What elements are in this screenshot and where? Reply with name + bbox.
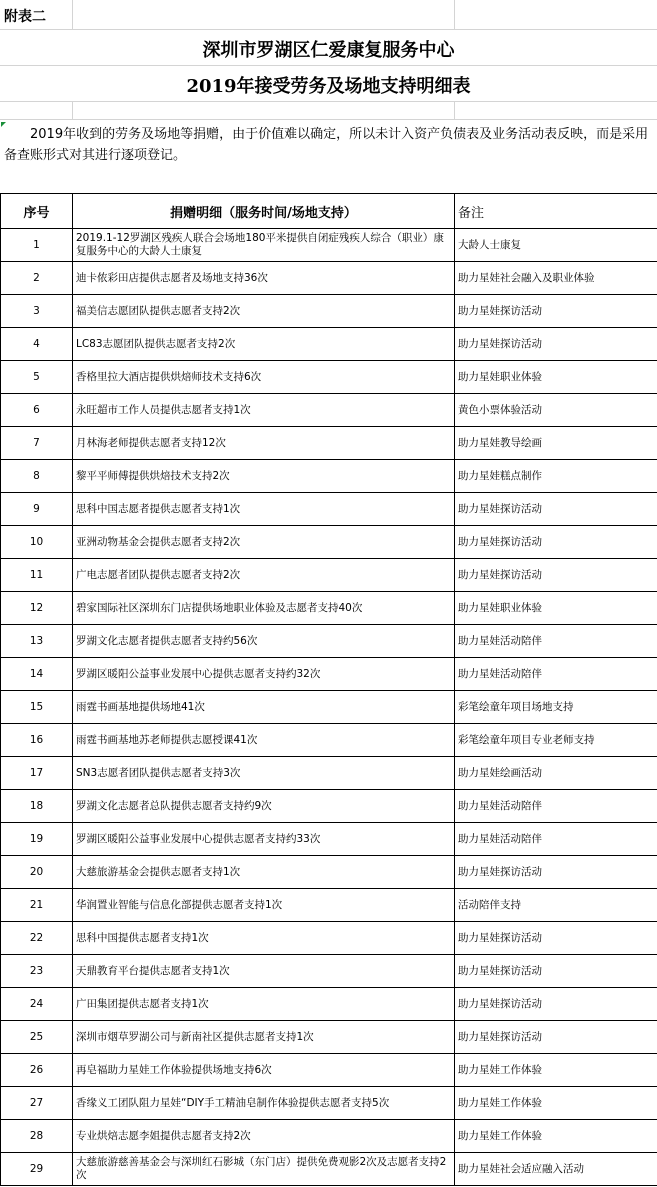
row-serial-number: 8	[1, 460, 73, 493]
row-donation-detail: 深圳市烟草罗湖公司与新南社区提供志愿者支持1次	[73, 1021, 455, 1054]
row-remark: 助力星娃探访活动	[455, 559, 657, 592]
row-donation-detail: 华润置业智能与信息化部提供志愿者支持1次	[73, 889, 455, 922]
row-donation-detail: 碧家国际社区深圳东门店提供场地职业体验及志愿者支持40次	[73, 592, 455, 625]
row-remark: 彩笔绘童年项目专业老师支持	[455, 724, 657, 757]
row-remark: 助力星娃探访活动	[455, 526, 657, 559]
row-serial-number: 19	[1, 823, 73, 856]
table-row	[1, 559, 657, 592]
row-donation-detail: 月林海老师提供志愿者支持12次	[73, 427, 455, 460]
row-serial-number: 21	[1, 889, 73, 922]
table-row	[1, 526, 657, 559]
row-donation-detail: 福美信志愿团队提供志愿者支持2次	[73, 295, 455, 328]
row-serial-number: 28	[1, 1120, 73, 1153]
row-remark: 助力星娃探访活动	[455, 328, 657, 361]
row-donation-detail: 广田集团提供志愿者支持1次	[73, 988, 455, 1021]
row-remark: 助力星娃探访活动	[455, 1021, 657, 1054]
row-donation-detail: 再皂福助力星娃工作体验提供场地支持6次	[73, 1054, 455, 1087]
row-serial-number: 25	[1, 1021, 73, 1054]
row-serial-number: 15	[1, 691, 73, 724]
row-remark: 助力星娃绘画活动	[455, 757, 657, 790]
table-header-row	[1, 194, 657, 229]
row-remark: 助力星娃糕点制作	[455, 460, 657, 493]
table-row	[1, 625, 657, 658]
row-serial-number: 4	[1, 328, 73, 361]
row-serial-number: 14	[1, 658, 73, 691]
table-row	[1, 757, 657, 790]
row-donation-detail: 雨霆书画基地提供场地41次	[73, 691, 455, 724]
row-donation-detail: 专业烘焙志愿李姐提供志愿者支持2次	[73, 1120, 455, 1153]
header-donation-detail: 捐赠明细（服务时间/场地支持）	[73, 194, 455, 229]
table-row	[1, 229, 657, 262]
row-remark: 助力星娃探访活动	[455, 295, 657, 328]
sheet-row-annex	[0, 0, 657, 30]
row-serial-number: 11	[1, 559, 73, 592]
donation-table	[0, 193, 657, 1186]
row-remark: 助力星娃探访活动	[455, 922, 657, 955]
row-remark: 助力星娃社会适应融入活动	[455, 1153, 657, 1186]
row-donation-detail: 香格里拉大酒店提供烘焙师技术支持6次	[73, 361, 455, 394]
row-serial-number: 12	[1, 592, 73, 625]
row-remark: 助力星娃活动陪伴	[455, 823, 657, 856]
table-row	[1, 1153, 657, 1186]
row-donation-detail: 雨霆书画基地苏老师提供志愿授课41次	[73, 724, 455, 757]
row-donation-detail: 天鼎教育平台提供志愿者支持1次	[73, 955, 455, 988]
row-serial-number: 1	[1, 229, 73, 262]
row-donation-detail: 永旺超市工作人员提供志愿者支持1次	[73, 394, 455, 427]
sheet-gridline-blank-c	[454, 102, 455, 120]
row-serial-number: 7	[1, 427, 73, 460]
row-remark: 黄色小票体验活动	[455, 394, 657, 427]
row-donation-detail: 黎平平师傅提供烘焙技术支持2次	[73, 460, 455, 493]
row-donation-detail: 罗湖区暖阳公益事业发展中心提供志愿者支持约32次	[73, 658, 455, 691]
row-donation-detail: 广电志愿者团队提供志愿者支持2次	[73, 559, 455, 592]
row-serial-number: 23	[1, 955, 73, 988]
row-donation-detail: 罗湖区暖阳公益事业发展中心提供志愿者支持约33次	[73, 823, 455, 856]
table-row	[1, 1054, 657, 1087]
explanatory-note: 2019年收到的劳务及场地等捐赠，由于价值难以确定，所以未计入资产负债表及业务活动表反映，而是采用备查账形式对其进行逐项登记。	[4, 127, 649, 163]
row-serial-number: 17	[1, 757, 73, 790]
table-row	[1, 922, 657, 955]
header-remark: 备注	[455, 194, 657, 229]
row-serial-number: 24	[1, 988, 73, 1021]
sheet-gridline-col-c	[454, 0, 455, 30]
row-donation-detail: 亚洲动物基金会提供志愿者支持2次	[73, 526, 455, 559]
row-remark: 助力星娃探访活动	[455, 856, 657, 889]
table-row	[1, 1021, 657, 1054]
table-row	[1, 460, 657, 493]
table-row	[1, 427, 657, 460]
row-donation-detail: 罗湖文化志愿者总队提供志愿者支持约9次	[73, 790, 455, 823]
table-row	[1, 955, 657, 988]
table-row	[1, 988, 657, 1021]
row-donation-detail: 2019.1-12罗湖区残疾人联合会场地180平米提供自闭症残疾人综合（职业）康复服务中心的大龄人士康复	[73, 229, 455, 262]
table-row	[1, 724, 657, 757]
table-row	[1, 790, 657, 823]
sheet-gridline-blank-b	[72, 102, 73, 120]
row-donation-detail: 大慈旅游慈善基金会与深圳红石影城（东门店）提供免费观影2次及志愿者支持2次	[73, 1153, 455, 1186]
row-remark: 彩笔绘童年项目场地支持	[455, 691, 657, 724]
row-remark: 助力星娃职业体验	[455, 361, 657, 394]
row-serial-number: 3	[1, 295, 73, 328]
table-row	[1, 691, 657, 724]
table-row	[1, 493, 657, 526]
row-remark: 助力星娃探访活动	[455, 955, 657, 988]
row-serial-number: 22	[1, 922, 73, 955]
row-serial-number: 18	[1, 790, 73, 823]
row-donation-detail: 大慈旅游基金会提供志愿者支持1次	[73, 856, 455, 889]
row-remark: 助力星娃教导绘画	[455, 427, 657, 460]
page-subtitle: 2019年接受劳务及场地支持明细表	[186, 76, 471, 97]
table-row	[1, 1120, 657, 1153]
table-row	[1, 361, 657, 394]
table-row	[1, 823, 657, 856]
table-row	[1, 394, 657, 427]
table-body	[1, 229, 657, 1186]
sheet-gridline-col-b	[72, 0, 73, 30]
row-serial-number: 27	[1, 1087, 73, 1120]
header-serial-number: 序号	[1, 194, 73, 229]
table-row	[1, 592, 657, 625]
table-row	[1, 856, 657, 889]
row-donation-detail: 迪卡侬彩田店提供志愿者及场地支持36次	[73, 262, 455, 295]
row-remark: 助力星娃职业体验	[455, 592, 657, 625]
table-row	[1, 262, 657, 295]
row-serial-number: 20	[1, 856, 73, 889]
table-row	[1, 1087, 657, 1120]
row-remark: 助力星娃工作体验	[455, 1054, 657, 1087]
row-remark: 助力星娃活动陪伴	[455, 658, 657, 691]
row-remark: 助力星娃工作体验	[455, 1087, 657, 1120]
row-remark: 大龄人士康复	[455, 229, 657, 262]
row-serial-number: 16	[1, 724, 73, 757]
table-row	[1, 889, 657, 922]
row-serial-number: 13	[1, 625, 73, 658]
row-donation-detail: 思科中国提供志愿者支持1次	[73, 922, 455, 955]
row-serial-number: 2	[1, 262, 73, 295]
row-donation-detail: SN3志愿者团队提供志愿者支持3次	[73, 757, 455, 790]
row-donation-detail: 香缘义工团队阻力星娃“DIY手工精油皂制作体验提供志愿者支持5次	[73, 1087, 455, 1120]
row-remark: 助力星娃探访活动	[455, 493, 657, 526]
row-serial-number: 5	[1, 361, 73, 394]
row-donation-detail: 罗湖文化志愿者提供志愿者支持约56次	[73, 625, 455, 658]
row-serial-number: 26	[1, 1054, 73, 1087]
table-row	[1, 328, 657, 361]
table-row	[1, 295, 657, 328]
row-remark: 活动陪伴支持	[455, 889, 657, 922]
page-title: 深圳市罗湖区仁爱康复服务中心	[202, 40, 455, 61]
row-remark: 助力星娃社会融入及职业体验	[455, 262, 657, 295]
annex-label: 附表二	[4, 9, 46, 25]
row-remark: 助力星娃活动陪伴	[455, 625, 657, 658]
row-remark: 助力星娃工作体验	[455, 1120, 657, 1153]
row-donation-detail: LC83志愿团队提供志愿者支持2次	[73, 328, 455, 361]
row-remark: 助力星娃活动陪伴	[455, 790, 657, 823]
row-serial-number: 29	[1, 1153, 73, 1186]
sheet-row-blank	[0, 102, 657, 120]
table-row	[1, 658, 657, 691]
row-remark: 助力星娃探访活动	[455, 988, 657, 1021]
row-serial-number: 10	[1, 526, 73, 559]
row-serial-number: 9	[1, 493, 73, 526]
row-donation-detail: 思科中国志愿者提供志愿者支持1次	[73, 493, 455, 526]
row-serial-number: 6	[1, 394, 73, 427]
